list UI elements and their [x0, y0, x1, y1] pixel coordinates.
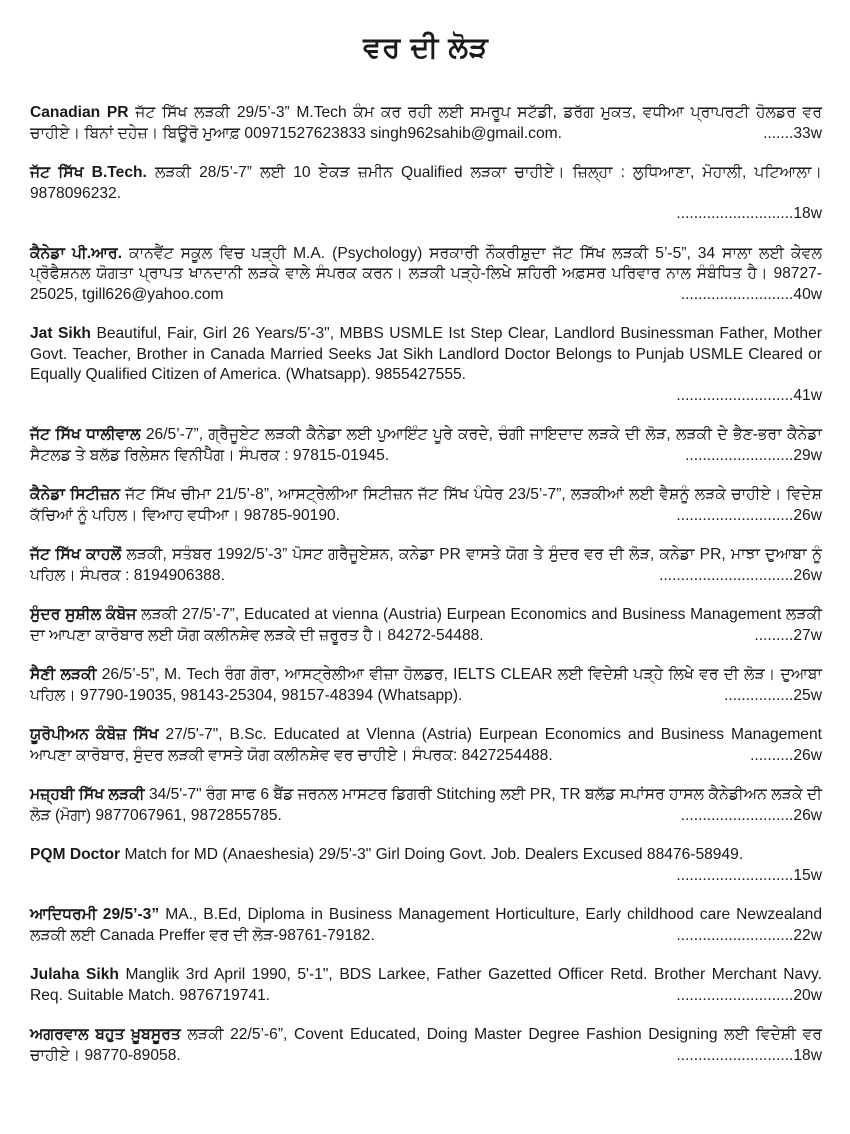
ad-entry [30, 845, 822, 886]
ad-heading: ਜੱਟ ਸਿੱਖ ਕਾਹਲੋਂ [30, 546, 122, 563]
ad-heading: PQM Doctor [30, 846, 121, 863]
ad-entry [30, 965, 822, 1006]
ad-body: Manglik 3rd April 1990, 5'-1", BDS Larkee, Father Gazetted Officer Retd. Brother Merchant Navy. Req. Suitable Match. 9876719741. [30, 966, 822, 1004]
ad-word-count: ...........................18w [676, 205, 822, 222]
ad-body: 26/5’-5”, M. Tech ਰੰਗ ਗੋਰਾ, ਆਸਟ੍ਰੇਲੀਆ ਵੀਜ਼ਾ ਹੋਲਡਰ, IELTS CLEAR ਲਈ ਵਿਦੇਸ਼ੀ ਪੜ੍ਹੇ ਲਿਖੇ ਵਰ ਦੀ ਲੋੜ। ਦੁਆਬਾ ਪਹਿਲ। 97790-19035, 98143-25304, 98157-48394 (Whatsapp). [30, 666, 822, 704]
ad-heading: ਜੱਟ ਸਿੱਖ B.Tech. [30, 164, 147, 181]
ad-word-count: .........................29w [685, 446, 822, 464]
ad-body: ਜੱਟ ਸਿੱਖ ਚੀਮਾ 21/5’-8”, ਆਸਟ੍ਰੇਲੀਆ ਸਿਟੀਜ਼ਨ ਜੱਟ ਸਿੱਖ ਪੰਧੇਰ 23/5’-7”, ਲੜਕੀਆਂ ਲਈ ਵੈਸ਼ਨੂੰ ਲੜਕੇ ਚਾਹੀਏ। ਵਿਦੇਸ਼ ਕੱਚਿਆਂ ਨੂੰ ਪਹਿਲ। ਵਿਆਹ ਵਧੀਆ। 98785-90190. [30, 486, 822, 524]
ad-text [30, 324, 822, 386]
ad-word-count: ...........................26w [676, 506, 822, 524]
ad-text [30, 845, 822, 886]
ad-heading: ਯੂਰੋਪੀਅਨ ਕੰਬੋਜ਼ ਸਿੱਖ [30, 726, 159, 743]
ad-text [30, 163, 822, 204]
ad-heading: ਮਜ਼੍ਹਬੀ ਸਿੱਖ ਲੜਕੀ [30, 786, 145, 803]
ad-trail [30, 386, 822, 407]
ad-body: 34/5'-7" ਰੰਗ ਸਾਫ 6 ਬੈਂਡ ਜਰਨਲ ਮਾਸਟਰ ਡਿਗਰੀ Stitching ਲਈ PR, TR ਬਲੱਡ ਸਪਾਂਸਰ ਹਾਸਲ ਕੈਨੇਡੀਅਨ ਲੜਕੇ ਦੀ ਲੋੜ (ਮੋਗਾ) 9877067961, 9872855785. [30, 786, 823, 824]
ad-text [30, 1025, 822, 1066]
ad-entry [30, 103, 822, 144]
ad-heading: Julaha Sikh [30, 966, 119, 983]
ad-entry [30, 905, 822, 946]
ad-text [30, 425, 822, 466]
ad-word-count: ...........................18w [676, 1046, 822, 1064]
ad-heading: ਕੈਨੇਡਾ ਸਿਟੀਜ਼ਨ [30, 486, 121, 503]
ad-word-count: ...........................22w [676, 926, 822, 944]
ad-entry [30, 425, 822, 466]
ad-entry [30, 1025, 822, 1066]
ad-text [30, 244, 822, 306]
ad-entry [30, 485, 822, 526]
ad-body: ਕਾਨਵੈਂਟ ਸਕੂਲ ਵਿਚ ਪੜ੍ਹੀ M.A. (Psychology) ਸਰਕਾਰੀ ਨੌਕਰੀਸ਼ੁਦਾ ਜੱਟ ਸਿੱਖ ਲੜਕੀ 5’-5”, 34 ਸਾਲਾ ਲਈ ਕੇਵਲ ਪ੍ਰੋਫੈਸ਼ਨਲ ਯੋਗਤਾ ਪ੍ਰਾਪਤ ਖਾਨਦਾਨੀ ਲੜਕੇ ਵਾਲੇ ਸੰਪਰਕ ਕਰਨ। ਲੜਕੀ ਪੜ੍ਹੇ-ਲਿਖੇ ਸ਼ਹਿਰੀ ਅਫ਼ਸਰ ਪਰਿਵਾਰ ਨਾਲ ਸੰਬੰਧਿਤ ਹੈ। 98727-25025, tgill626@yahoo.com [30, 244, 822, 303]
ad-word-count: ................25w [724, 686, 822, 704]
ad-heading: ਆਦਿਧਰਮੀ 29/5’-3” [30, 906, 160, 923]
ad-body: ਜੱਟ ਸਿੱਖ ਲੜਕੀ 29/5’-3” M.Tech ਕੰਮ ਕਰ ਰਹੀ ਲਈ ਸਮਰੂਪ ਸਟੱਡੀ, ਡਰੱਗ ਮੁਕਤ, ਵਧੀਆ ਪ੍ਰਾਪਰਟੀ ਹੋਲਡਰ ਵਰ ਚਾਹੀਏ। ਬਿਨਾਂ ਦਹੇਜ਼। ਬਿਊਰੋ ਮੁਆਫ਼ 00971527623833 singh962sahib@gmail.com. [30, 104, 822, 142]
ad-entry [30, 785, 822, 826]
ad-text [30, 905, 822, 946]
ads-list [30, 103, 822, 1066]
ad-body: MA., B.Ed, Diploma in Business Management Horticulture, Early childhood care Newzealand ਲੜਕੀ ਲਈ Canada Preffer ਵਰ ਦੀ ਲੋੜ-98761-79182. [30, 906, 822, 944]
ad-entry [30, 725, 822, 766]
ad-heading: ਜੱਟ ਸਿੱਖ ਧਾਲੀਵਾਲ [30, 426, 141, 443]
ad-body: Match for MD (Anaeshesia) 29/5'-3" Girl Doing Govt. Job. Dealers Excused 88476-58949. [124, 846, 744, 863]
ad-text [30, 485, 822, 526]
ad-word-count: ...........................41w [676, 386, 822, 404]
ad-text [30, 965, 822, 1006]
ad-body: 26/5’-7”, ਗ੍ਰੈਜੂਏਟ ਲੜਕੀ ਕੈਨੇਡਾ ਲਈ ਪੁਆਇੰਟ ਪੂਰੇ ਕਰਦੇ, ਚੰਗੀ ਜਾਇਦਾਦ ਲੜਕੇ ਦੀ ਲੋੜ, ਲੜਕੀ ਦੇ ਭੈਣ-ਭਰਾ ਕੈਨੇਡਾ ਸੈਟਲਡ ਤੇ ਬਲੱਡ ਰਿਲੇਸ਼ਨ ਵਿਨੀਪੈੱਗ। ਸੰਪਰਕ : 97815-01945. [30, 426, 822, 464]
ad-entry [30, 545, 822, 586]
ad-word-count: .......33w [763, 124, 822, 142]
ad-body: ਲੜਕੀ, ਸਤੰਬਰ 1992/5’-3” ਪੋਸਟ ਗਰੈਜੂਏਸ਼ਨ, ਕਨੇਡਾ PR ਵਾਸਤੇ ਯੋਗ ਤੇ ਸੁੰਦਰ ਵਰ ਦੀ ਲੋੜ, ਕਨੇਡਾ PR, ਮਾਝਾ ਦੁਆਬਾ ਨੂੰ ਪਹਿਲ। ਸੰਪਰਕ : 8194906388. [30, 546, 822, 584]
ad-body: Beautiful, Fair, Girl 26 Years/5'-3", MBBS USMLE Ist Step Clear, Landlord Businessman Father, Mother Govt. Teacher, Brother in Canada Married Seeks Jat Sikh Landlord Doctor Belongs to Punjab USMLE Cleared or Equally Qualified Citizen of America. (Whatsapp). 9855427555. [30, 325, 822, 383]
ad-heading: Canadian PR [30, 104, 129, 121]
ad-text [30, 545, 822, 586]
ad-entry [30, 324, 822, 406]
ad-heading: Jat Sikh [30, 325, 91, 342]
ad-entry [30, 244, 822, 306]
ad-entry [30, 605, 822, 646]
ad-heading: ਕੈਨੇਡਾ ਪੀ.ਆਰ. [30, 244, 123, 262]
ad-text [30, 785, 822, 826]
ad-entry [30, 665, 822, 706]
ad-text [30, 605, 822, 646]
ad-body: ਲੜਕੀ 22/5’-6”, Covent Educated, Doing Master Degree Fashion Designing ਲਈ ਵਿਦੇਸ਼ੀ ਵਰ ਚਾਹੀਏ। 98770-89058. [30, 1026, 823, 1064]
ad-word-count: ...........................15w [676, 866, 822, 884]
ad-heading: ਸੁੰਦਰ ਸੁਸ਼ੀਲ ਕੰਬੋਜ [30, 606, 137, 623]
ad-text [30, 103, 822, 144]
ad-body: ਲੜਕੀ 28/5’-7” ਲਈ 10 ਏਕੜ ਜ਼ਮੀਨ Qualified ਲੜਕਾ ਚਾਹੀਏ। ਜ਼ਿਲ੍ਹਾ : ਲੁਧਿਆਣਾ, ਮੋਹਾਲੀ, ਪਟਿਆਲਾ। 9878096232. [30, 164, 822, 202]
ad-body: ਲੜਕੀ 27/5’-7”, Educated at vienna (Austria) Eurpean Economics and Business Management ਲੜਕੀ ਦਾ ਆਪਣਾ ਕਾਰੋਬਾਰ ਲਈ ਯੋਗ ਕਲੀਨਸ਼ੇਵ ਲੜਕੇ ਦੀ ਜ਼ਰੂਰਤ ਹੈ। 84272-54488. [30, 606, 822, 644]
ad-text [30, 725, 822, 766]
ad-word-count: .........27w [754, 626, 822, 644]
ad-word-count: ..........26w [750, 746, 822, 764]
ad-body: 27/5'-7", B.Sc. Educated at Vlenna (Astria) Eurpean Economics and Business Management ਆਪਣਾ ਕਾਰੋਬਾਰ, ਸੁੰਦਰ ਲੜਕੀ ਵਾਸਤੇ ਯੋਗ ਕਲੀਨਸ਼ੇਵ ਵਰ ਚਾਹੀਏ। ਸੰਪਰਕ: 8427254488. [30, 726, 822, 764]
ad-word-count: ...........................20w [676, 986, 822, 1004]
ad-word-count: ...............................26w [659, 566, 822, 584]
ad-entry [30, 163, 822, 225]
ad-heading: ਅਗਰਵਾਲ ਬਹੁਤ ਖ਼ੂਬਸੂਰਤ [30, 1026, 181, 1043]
page-title: ਵਰ ਦੀ ਲੋੜ [363, 32, 489, 64]
ad-heading: ਸੈਣੀ ਲੜਕੀ [30, 666, 97, 683]
ad-word-count: ..........................26w [680, 806, 822, 824]
ad-text [30, 665, 822, 706]
ad-trail [30, 204, 822, 225]
ad-word-count: ..........................40w [680, 285, 822, 303]
